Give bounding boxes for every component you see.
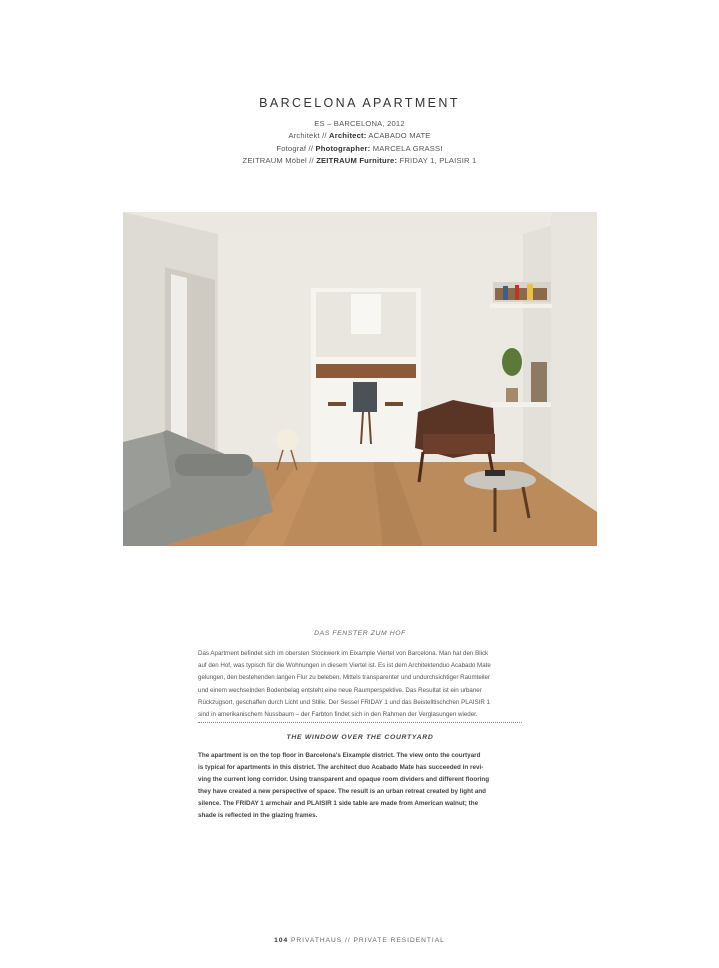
german-body xyxy=(198,648,522,721)
article-header xyxy=(0,96,719,167)
photographer-line: Fotograf // Photographer: MARCELA GRASSI xyxy=(276,143,443,153)
english-body xyxy=(198,750,522,823)
interior-photo xyxy=(123,212,597,546)
english-body-line: shade is reflected in the glazing frames. xyxy=(198,812,318,820)
furniture-line: ZEITRAUM Möbel // ZEITRAUM Furniture: FRIDAY 1, PLAISIR 1 xyxy=(242,155,477,165)
german-body-line: und einem wechselnden Bodenbelag entsteht eine neue Raumperspektive. Das Resultat ist ein urbaner xyxy=(198,686,482,694)
english-body-line: silence. The FRIDAY 1 armchair and PLAISIR 1 side table are made from American walnut; the xyxy=(198,800,479,808)
section-divider xyxy=(198,722,522,723)
german-body-line: gelungen, den bestehenden langen Flur zu beleben. Mittels transparenter und undurchsichtiger Raumteiler xyxy=(198,674,491,682)
english-heading: THE WINDOW OVER THE COURTYARD xyxy=(286,734,434,741)
article-title: BARCELONA APARTMENT xyxy=(259,96,460,110)
english-body-line: is typical for apartments in this district. The architect duo Acabado Mate has succeeded in revi- xyxy=(198,764,484,772)
german-heading: DAS FENSTER ZUM HOF xyxy=(314,630,406,637)
interior-photo-illustration xyxy=(123,212,597,546)
english-body-line: ving the current long corridor. Using transparent and opaque room dividers and different flooring xyxy=(198,776,490,784)
page-footer xyxy=(0,937,719,944)
architect-line: Architekt // Architect: ACABADO MATE xyxy=(288,131,431,141)
english-body-line: they have created a new perspective of space. The result is an urban retreat created by light and xyxy=(198,788,487,796)
page-number: 104 xyxy=(274,937,289,944)
german-body-line: auf den Hof, was typisch für die Wohnungen in diesem Viertel ist. Es ist dem Architektenduo Acabado Mate xyxy=(198,662,491,670)
footer-section: PRIVATHAUS // PRIVATE RESIDENTIAL xyxy=(288,937,445,944)
german-body-line: sind in amerikanischem Nussbaum – der Farbton findet sich in den Rahmen der Verglasungen wieder. xyxy=(198,711,478,719)
german-body-line: Das Apartment befindet sich im obersten Stockwerk im Eixample Viertel von Barcelona. Man hat den Blick xyxy=(198,650,489,657)
english-body-line: The apartment is on the top floor in Barcelona's Eixample district. The view onto the courtyard xyxy=(198,752,481,759)
german-body-line: Rückzugsort, geschaffen durch Licht und Stille. Der Sessel FRIDAY 1 und das Beistelltischchen PLAISIR 1 xyxy=(198,698,490,706)
location-line: ES – BARCELONA, 2012 xyxy=(314,119,405,128)
